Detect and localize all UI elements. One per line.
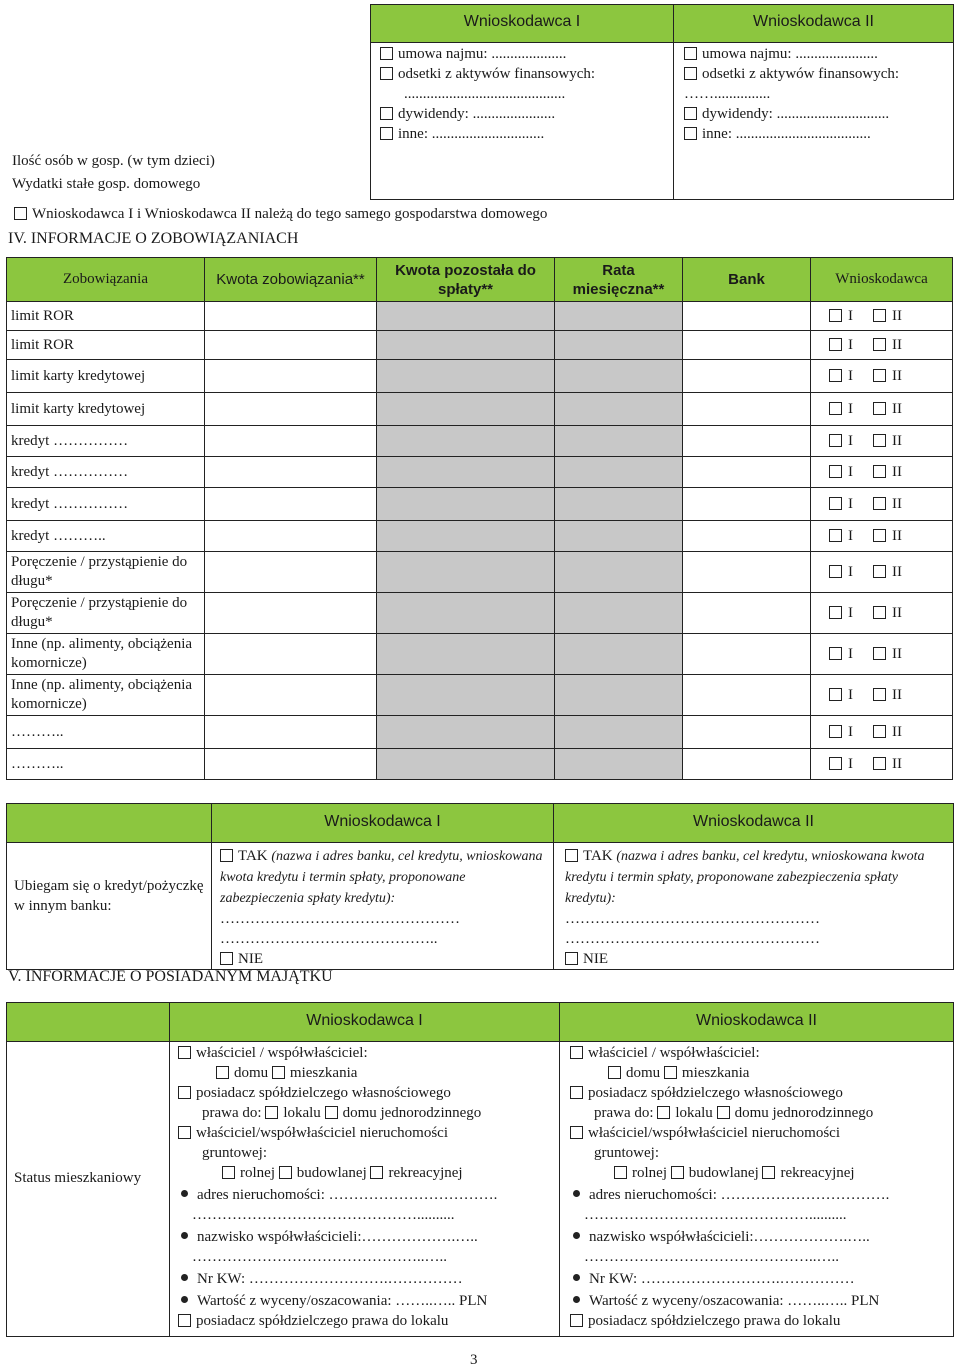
liability-label: Inne (np. alimenty, obciążenia komornicze) [7, 675, 205, 716]
applicant-choice [811, 716, 953, 749]
applicant-ii-label: II [892, 563, 902, 580]
loan-yes-checkbox-2[interactable] [565, 849, 578, 862]
coop-right-label: posiadacz spółdzielczego prawa do lokalu [588, 1313, 841, 1329]
property-owner-checkbox[interactable] [178, 1126, 191, 1139]
applicant-i-checkbox[interactable] [829, 338, 842, 351]
col-header-liability: Zobowiązania [7, 258, 205, 302]
single-family-checkbox[interactable] [717, 1106, 730, 1119]
bank-cell[interactable] [683, 331, 811, 360]
bank-cell[interactable] [683, 634, 811, 675]
remaining-cell [377, 521, 555, 552]
liability-label: limit karty kredytowej [7, 393, 205, 426]
building-checkbox[interactable] [671, 1166, 684, 1179]
installment-cell [555, 488, 683, 521]
kw-field: Nr KW: ……………………….…………… [197, 1271, 463, 1287]
address-field-cont: ……………………………………….......... [192, 1207, 455, 1223]
rent-checkbox-2[interactable] [684, 47, 697, 60]
coop-right-checkbox[interactable] [178, 1314, 191, 1327]
liability-label: kredyt …………… [7, 426, 205, 457]
remaining-cell [377, 716, 555, 749]
applicant-ii-label: II [892, 604, 902, 621]
installment-cell [555, 749, 683, 780]
single-family-label: domu jednorodzinnego [734, 1105, 874, 1121]
property-owner-label: właściciel/współwłaściciel nieruchomości [588, 1125, 841, 1141]
applicant-ii-label: II [892, 307, 902, 324]
liability-label: kredyt …………… [7, 488, 205, 521]
applicant-ii-checkbox[interactable] [873, 647, 886, 660]
bank-cell[interactable] [683, 552, 811, 593]
house-label: domu [234, 1065, 269, 1081]
installment-cell [555, 634, 683, 675]
applicant-i-label: I [848, 755, 853, 772]
coop-holder-label: posiadacz spółdzielczego własnościowego [196, 1085, 451, 1101]
applicant-ii-checkbox[interactable] [873, 565, 886, 578]
amount-cell[interactable] [205, 675, 377, 716]
loan-answer-2 [565, 846, 945, 969]
applicant-ii-label: II [892, 367, 902, 384]
coop-right-checkbox[interactable] [570, 1314, 583, 1327]
col-header-applicant: Wnioskodawca [811, 258, 953, 302]
house-checkbox[interactable] [608, 1066, 621, 1079]
coop-holder-checkbox[interactable] [570, 1086, 583, 1099]
remaining-cell [377, 634, 555, 675]
applicant-ii-checkbox[interactable] [873, 688, 886, 701]
applicant-i-checkbox[interactable] [829, 402, 842, 415]
address-field-cont: ……………………………………….......... [584, 1207, 847, 1223]
applicant-i-checkbox[interactable] [829, 434, 842, 447]
land-label: gruntowej: [594, 1145, 659, 1161]
col-header-installment: Rata miesięczna** [555, 258, 683, 302]
applicant-i-checkbox[interactable] [829, 465, 842, 478]
flat-checkbox[interactable] [664, 1066, 677, 1079]
loan-header-empty [6, 803, 212, 843]
applicant-i-checkbox[interactable] [829, 606, 842, 619]
col-header-remaining: Kwota pozostała do spłaty** [377, 258, 555, 302]
liability-row [7, 675, 953, 716]
interest-checkbox-2[interactable] [684, 67, 697, 80]
applicant-i-checkbox[interactable] [829, 369, 842, 382]
applicant-choice [811, 302, 953, 331]
applicant-i-checkbox[interactable] [829, 529, 842, 542]
liability-row [7, 749, 953, 780]
recreational-label: rekreacyjnej [388, 1165, 463, 1181]
premises-checkbox[interactable] [657, 1106, 670, 1119]
agricultural-checkbox[interactable] [614, 1166, 627, 1179]
applicant-ii-label: II [892, 686, 902, 703]
applicant-i-label: I [848, 723, 853, 740]
fixed-costs-label: Wydatki stałe gosp. domowego [12, 176, 201, 192]
bank-cell[interactable] [683, 593, 811, 634]
remaining-cell [377, 488, 555, 521]
coop-holder-checkbox[interactable] [178, 1086, 191, 1099]
co-owners-field: nazwisko współwłaścicieli:……………….….. [589, 1229, 870, 1245]
recreational-checkbox[interactable] [370, 1166, 383, 1179]
rent-label: umowa najmu: .................... [398, 46, 567, 62]
liability-row [7, 360, 953, 393]
rent-label: umowa najmu: ...................... [702, 46, 878, 62]
valuation-field: Wartość z wyceny/oszacowania: ……..….. PLN [589, 1293, 880, 1309]
address-field: adres nieruchomości: ……………………………. [197, 1187, 498, 1203]
dividends-checkbox-2[interactable] [684, 107, 697, 120]
applicant-ii-checkbox[interactable] [873, 529, 886, 542]
property-list-1 [178, 1043, 497, 1331]
applicant-choice [811, 488, 953, 521]
household-labels [12, 150, 215, 196]
applicant-choice [811, 393, 953, 426]
property-owner-checkbox[interactable] [570, 1126, 583, 1139]
bullet-icon [573, 1232, 580, 1239]
bullet-icon [573, 1274, 580, 1281]
applicant-i-label: I [848, 686, 853, 703]
applicant-i-label: I [848, 336, 853, 353]
coop-right-label: posiadacz spółdzielczego prawa do lokalu [196, 1313, 449, 1329]
applicant-ii-checkbox[interactable] [873, 606, 886, 619]
applicant-i-label: I [848, 604, 853, 621]
applicant-ii-checkbox[interactable] [873, 434, 886, 447]
status-label: Status mieszkaniowy [14, 1170, 142, 1186]
land-label: gruntowej: [202, 1145, 267, 1161]
liability-label: ……….. [7, 749, 205, 780]
interest-checkbox-1[interactable] [380, 67, 393, 80]
coop-holder-label: posiadacz spółdzielczego własnościowego [588, 1085, 843, 1101]
applicant-choice [811, 593, 953, 634]
applicant-i-checkbox[interactable] [829, 725, 842, 738]
bank-cell[interactable] [683, 302, 811, 331]
loan-yes-label: TAK [583, 848, 613, 864]
applicant-i-label: I [848, 400, 853, 417]
recreational-checkbox[interactable] [762, 1166, 775, 1179]
flat-checkbox[interactable] [272, 1066, 285, 1079]
applicant-ii-checkbox[interactable] [873, 497, 886, 510]
amount-cell[interactable] [205, 552, 377, 593]
applicant-ii-label: II [892, 336, 902, 353]
liability-row [7, 457, 953, 488]
kw-field: Nr KW: ……………………….…………… [589, 1271, 855, 1287]
applicant-i-checkbox[interactable] [829, 497, 842, 510]
liability-row [7, 302, 953, 331]
applicant-i-label: I [848, 563, 853, 580]
applicant-ii-checkbox[interactable] [873, 402, 886, 415]
single-family-checkbox[interactable] [325, 1106, 338, 1119]
installment-cell [555, 360, 683, 393]
loan-dots: ………………………………………… [220, 911, 460, 927]
applicant-i-label: I [848, 432, 853, 449]
property-owner-label: właściciel/współwłaściciel nieruchomości [196, 1125, 449, 1141]
premises-label: lokalu [283, 1105, 321, 1121]
bank-cell[interactable] [683, 488, 811, 521]
other-checkbox-2[interactable] [684, 127, 697, 140]
dividends-label: dywidendy: .............................. [702, 106, 890, 122]
section5-title: V. INFORMACJE O POSIADANYM MAJĄTKU [8, 968, 333, 985]
owner-checkbox[interactable] [178, 1046, 191, 1059]
property-list-2 [570, 1043, 889, 1331]
remaining-cell [377, 393, 555, 426]
bank-cell[interactable] [683, 716, 811, 749]
applicant-ii-label: II [892, 755, 902, 772]
right-to-label: prawa do: [594, 1105, 654, 1121]
installment-cell [555, 552, 683, 593]
liability-row [7, 426, 953, 457]
liability-row [7, 634, 953, 675]
dividends-label: dywidendy: ...................... [398, 106, 556, 122]
applicant-choice [811, 552, 953, 593]
property-header-empty [6, 1002, 170, 1042]
agricultural-label: rolnej [632, 1165, 667, 1181]
amount-cell[interactable] [205, 716, 377, 749]
interest-label: odsetki z aktywów finansowych: [398, 66, 596, 82]
applicant-choice [811, 521, 953, 552]
remaining-cell [377, 552, 555, 593]
installment-cell [555, 521, 683, 552]
loan-yes-hint: (nazwa i adres banku, cel kredytu, wnioskowana kwota kredytu i termin spłaty, proponowane zabezpieczenia spłaty kredytu): [565, 849, 925, 906]
interest-dots: ……............... [684, 86, 771, 102]
building-label: budowlanej [688, 1165, 759, 1181]
applicant-ii-checkbox[interactable] [873, 725, 886, 738]
loan-answer-1 [220, 846, 545, 969]
interest-label: odsetki z aktywów finansowych: [702, 66, 900, 82]
bullet-icon [181, 1296, 188, 1303]
loan-no-checkbox-2[interactable] [565, 952, 578, 965]
premises-label: lokalu [675, 1105, 713, 1121]
liability-label: limit ROR [7, 302, 205, 331]
remaining-cell [377, 593, 555, 634]
agricultural-label: rolnej [240, 1165, 275, 1181]
applicant-choice [811, 634, 953, 675]
liability-label: limit ROR [7, 331, 205, 360]
bank-cell[interactable] [683, 360, 811, 393]
other-checkbox-1[interactable] [380, 127, 393, 140]
applicant-ii-label: II [892, 432, 902, 449]
remaining-cell [377, 331, 555, 360]
liability-label: kredyt …………… [7, 457, 205, 488]
applicant-choice [811, 360, 953, 393]
amount-cell[interactable] [205, 749, 377, 780]
installment-cell [555, 716, 683, 749]
liability-label: Inne (np. alimenty, obciążenia komornicze) [7, 634, 205, 675]
amount-cell[interactable] [205, 521, 377, 552]
applicant-i-label: I [848, 307, 853, 324]
installment-cell [555, 331, 683, 360]
same-household-row [14, 204, 547, 224]
liability-row [7, 488, 953, 521]
applicant-choice [811, 426, 953, 457]
liability-row [7, 331, 953, 360]
loan-dots: …………………………………………… [565, 931, 820, 947]
applicant-ii-checkbox[interactable] [873, 309, 886, 322]
house-checkbox[interactable] [216, 1066, 229, 1079]
col-header-bank: Bank [683, 258, 811, 302]
bank-cell[interactable] [683, 675, 811, 716]
loan-yes-label: TAK [238, 848, 268, 864]
flat-label: mieszkania [289, 1065, 358, 1081]
loan-yes-checkbox-1[interactable] [220, 849, 233, 862]
property-header-2: Wnioskodawca II [696, 1012, 817, 1029]
loan-no-checkbox-1[interactable] [220, 952, 233, 965]
applicant-ii-label: II [892, 495, 902, 512]
co-owners-field-cont: ………………………………………..….. [584, 1249, 839, 1265]
remaining-cell [377, 749, 555, 780]
recreational-label: rekreacyjnej [780, 1165, 855, 1181]
liability-row [7, 552, 953, 593]
income-list-2 [684, 44, 899, 144]
applicant-ii-checkbox[interactable] [873, 465, 886, 478]
section4-title: IV. INFORMACJE O ZOBOWIĄZANIACH [8, 230, 299, 247]
property-header-1: Wnioskodawca I [306, 1012, 423, 1029]
liabilities-table [6, 257, 953, 780]
single-family-label: domu jednorodzinnego [342, 1105, 482, 1121]
liability-label: ……….. [7, 716, 205, 749]
applicant-ii-checkbox[interactable] [873, 369, 886, 382]
amount-cell[interactable] [205, 393, 377, 426]
remaining-cell [377, 360, 555, 393]
owner-checkbox[interactable] [570, 1046, 583, 1059]
applicant-i-label: I [848, 645, 853, 662]
remaining-cell [377, 457, 555, 488]
applicant2-header: Wnioskodawca II [753, 13, 874, 30]
applicant-i-label: I [848, 463, 853, 480]
bullet-icon [573, 1296, 580, 1303]
bank-cell[interactable] [683, 749, 811, 780]
installment-cell [555, 593, 683, 634]
remaining-cell [377, 302, 555, 331]
applicant-ii-label: II [892, 400, 902, 417]
house-label: domu [626, 1065, 661, 1081]
bullet-icon [181, 1190, 188, 1197]
status-cell [6, 1041, 170, 1337]
right-to-label: prawa do: [202, 1105, 262, 1121]
building-label: budowlanej [296, 1165, 367, 1181]
amount-cell[interactable] [205, 593, 377, 634]
applicant-i-checkbox[interactable] [829, 688, 842, 701]
applicant-choice [811, 457, 953, 488]
bank-cell[interactable] [683, 393, 811, 426]
applicant-ii-label: II [892, 527, 902, 544]
applicant-choice [811, 331, 953, 360]
liability-label: kredyt ……….. [7, 521, 205, 552]
applicant-ii-checkbox[interactable] [873, 338, 886, 351]
applicant-ii-label: II [892, 463, 902, 480]
loan-header-2: Wnioskodawca II [693, 813, 814, 830]
bank-cell[interactable] [683, 521, 811, 552]
liability-label: Poręczenie / przystąpienie do długu* [7, 593, 205, 634]
applicant-ii-checkbox[interactable] [873, 757, 886, 770]
interest-dots: ........................................... [404, 86, 566, 102]
applicant-i-checkbox[interactable] [829, 309, 842, 322]
applicant-ii-label: II [892, 645, 902, 662]
remaining-cell [377, 675, 555, 716]
page-number: 3 [470, 1352, 478, 1368]
applicant1-header: Wnioskodawca I [463, 13, 581, 30]
loan-dots: …………………………………………… [565, 911, 820, 927]
liability-row [7, 716, 953, 749]
applicant-i-label: I [848, 527, 853, 544]
installment-cell [555, 302, 683, 331]
installment-cell [555, 457, 683, 488]
owner-label: właściciel / współwłaściciel: [196, 1045, 368, 1061]
installment-cell [555, 675, 683, 716]
loan-no-label: NIE [238, 951, 263, 967]
dividends-checkbox-1[interactable] [380, 107, 393, 120]
owner-label: właściciel / współwłaściciel: [588, 1045, 760, 1061]
liability-row [7, 593, 953, 634]
amount-cell[interactable] [205, 360, 377, 393]
loan-dots: …………………………………….. [220, 931, 438, 947]
amount-cell[interactable] [205, 634, 377, 675]
applicant-i-checkbox[interactable] [829, 757, 842, 770]
other-label: inne: .............................. [398, 126, 545, 142]
loan-question: Ubiegam się o kredyt/pożyczkę w innym banku: [14, 878, 204, 914]
applicant-choice [811, 749, 953, 780]
col-header-amount: Kwota zobowiązania** [205, 258, 377, 302]
applicant-i-label: I [848, 495, 853, 512]
premises-checkbox[interactable] [265, 1106, 278, 1119]
same-household-label: Wnioskodawca I i Wnioskodawca II należą do tego samego gospodarstwa domowego [32, 206, 548, 222]
applicant-i-checkbox[interactable] [829, 565, 842, 578]
co-owners-field-cont: ………………………………………..….. [192, 1249, 447, 1265]
amount-cell[interactable] [205, 331, 377, 360]
income-list-1 [380, 44, 595, 144]
amount-cell[interactable] [205, 426, 377, 457]
liability-label: Poręczenie / przystąpienie do długu* [7, 552, 205, 593]
remaining-cell [377, 426, 555, 457]
valuation-field: Wartość z wyceny/oszacowania: ……..….. PLN [197, 1293, 488, 1309]
liability-row [7, 393, 953, 426]
address-field: adres nieruchomości: ……………………………. [589, 1187, 890, 1203]
applicant-ii-label: II [892, 723, 902, 740]
applicant-i-checkbox[interactable] [829, 647, 842, 660]
amount-cell[interactable] [205, 488, 377, 521]
liability-label: limit karty kredytowej [7, 360, 205, 393]
bank-cell[interactable] [683, 457, 811, 488]
co-owners-field: nazwisko współwłaścicieli:……………….….. [197, 1229, 478, 1245]
bullet-icon [573, 1190, 580, 1197]
amount-cell[interactable] [205, 302, 377, 331]
loan-header-1: Wnioskodawca I [324, 813, 441, 830]
bullet-icon [181, 1232, 188, 1239]
liability-row [7, 521, 953, 552]
rent-checkbox-1[interactable] [380, 47, 393, 60]
installment-cell [555, 426, 683, 457]
bullet-icon [181, 1274, 188, 1281]
loan-no-label: NIE [583, 951, 608, 967]
household-count-label: Ilość osób w gosp. (w tym dzieci) [12, 153, 215, 169]
applicant-i-label: I [848, 367, 853, 384]
flat-label: mieszkania [681, 1065, 750, 1081]
other-label: inne: .................................... [702, 126, 871, 142]
same-household-checkbox[interactable] [14, 207, 27, 220]
loan-yes-hint: (nazwa i adres banku, cel kredytu, wnioskowana kwota kredytu i termin spłaty, proponowane zabezpieczenia spłaty kredytu): [220, 849, 543, 906]
installment-cell [555, 393, 683, 426]
building-checkbox[interactable] [279, 1166, 292, 1179]
amount-cell[interactable] [205, 457, 377, 488]
applicant-choice [811, 675, 953, 716]
bank-cell[interactable] [683, 426, 811, 457]
agricultural-checkbox[interactable] [222, 1166, 235, 1179]
